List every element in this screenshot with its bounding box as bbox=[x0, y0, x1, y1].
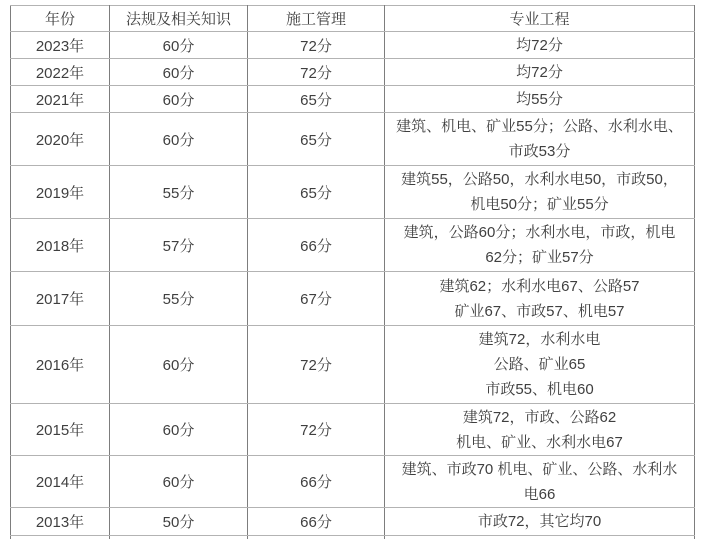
cell-professional-score bbox=[385, 272, 695, 326]
pro-line: 62分；矿业57分 bbox=[485, 249, 594, 266]
pro-line: 机电、矿业、水利水电67 bbox=[456, 433, 623, 451]
cell-year: 2022年 bbox=[11, 59, 110, 86]
cell-professional-score bbox=[385, 86, 695, 113]
table-row-2013 bbox=[11, 508, 695, 536]
header-law: 法规及相关知识 bbox=[110, 6, 248, 32]
table-row-2016 bbox=[11, 326, 695, 404]
cell-law-score: 60分 bbox=[110, 326, 248, 404]
cell-management-score: 66分 bbox=[248, 219, 385, 272]
cell-year: 2014年 bbox=[11, 456, 110, 508]
cell-management-score: 72分 bbox=[248, 326, 385, 404]
cell-year: 2016年 bbox=[11, 326, 110, 404]
pro-line: 建筑72，市政、公路62 bbox=[462, 408, 617, 426]
table-row-2015 bbox=[11, 404, 695, 456]
pro-line: 公路、矿业65 bbox=[493, 356, 586, 373]
cell-year: 2013年 bbox=[11, 508, 110, 536]
pro-line: 均72分 bbox=[516, 63, 563, 81]
cell-professional-score bbox=[385, 113, 695, 166]
cell-empty bbox=[11, 536, 110, 539]
header-management: 施工管理 bbox=[248, 6, 385, 32]
cell-professional-score bbox=[385, 32, 695, 59]
table-row-2021 bbox=[11, 86, 695, 113]
pro-line: 建筑72，水利水电 bbox=[478, 331, 601, 348]
cell-management-score: 72分 bbox=[248, 404, 385, 456]
cell-management-score: 67分 bbox=[248, 272, 385, 326]
pro-line: 均55分 bbox=[516, 90, 563, 108]
pro-line: 建筑、机电、矿业55分；公路、水利水电、 bbox=[396, 118, 683, 135]
cell-professional-score bbox=[385, 166, 695, 219]
cell-empty bbox=[110, 536, 248, 539]
pro-line: 矿业67、市政57、机电57 bbox=[454, 302, 625, 320]
cell-professional-score bbox=[385, 219, 695, 272]
cell-management-score: 66分 bbox=[248, 456, 385, 508]
pro-line: 建筑、市政70 机电、矿业、公路、水利水 bbox=[401, 460, 678, 478]
cell-professional-score bbox=[385, 508, 695, 536]
pro-line: 市政72，其它均70 bbox=[477, 513, 602, 530]
cell-year: 2015年 bbox=[11, 404, 110, 456]
table-row-2017 bbox=[11, 272, 695, 326]
table-row-clipped bbox=[11, 536, 695, 539]
cell-professional-score bbox=[385, 59, 695, 86]
cell-law-score: 60分 bbox=[110, 404, 248, 456]
cell-management-score: 72分 bbox=[248, 32, 385, 59]
cell-law-score: 60分 bbox=[110, 86, 248, 113]
pro-line: 建筑，公路60分；水利水电，市政，机电 bbox=[403, 224, 676, 241]
header-year: 年份 bbox=[11, 6, 110, 32]
cell-year: 2017年 bbox=[11, 272, 110, 326]
pro-line: 均72分 bbox=[516, 36, 563, 54]
cell-professional-score bbox=[385, 456, 695, 508]
cell-management-score: 66分 bbox=[248, 508, 385, 536]
table-row-2023 bbox=[11, 32, 695, 59]
cell-year: 2020年 bbox=[11, 113, 110, 166]
cell-year: 2023年 bbox=[11, 32, 110, 59]
score-table bbox=[10, 5, 695, 539]
cell-professional-score bbox=[385, 326, 695, 404]
table-header-row bbox=[11, 6, 695, 32]
cell-law-score: 55分 bbox=[110, 166, 248, 219]
cell-law-score: 60分 bbox=[110, 59, 248, 86]
cell-law-score: 60分 bbox=[110, 456, 248, 508]
cell-year: 2021年 bbox=[11, 86, 110, 113]
table-row-2020 bbox=[11, 113, 695, 166]
pro-line: 市政53分 bbox=[508, 143, 571, 160]
table-row-2019 bbox=[11, 166, 695, 219]
cell-management-score: 65分 bbox=[248, 86, 385, 113]
cell-law-score: 60分 bbox=[110, 32, 248, 59]
cell-law-score: 50分 bbox=[110, 508, 248, 536]
table-row-2022 bbox=[11, 59, 695, 86]
pro-line: 市政55、机电60 bbox=[485, 381, 594, 398]
pro-line: 电66 bbox=[523, 485, 556, 503]
pro-line: 建筑55，公路50，水利水电50，市政50， bbox=[401, 171, 678, 188]
table-row-2018 bbox=[11, 219, 695, 272]
cell-empty bbox=[248, 536, 385, 539]
cell-law-score: 57分 bbox=[110, 219, 248, 272]
cell-management-score: 65分 bbox=[248, 166, 385, 219]
header-professional: 专业工程 bbox=[385, 6, 695, 32]
cell-year: 2018年 bbox=[11, 219, 110, 272]
cell-professional-score bbox=[385, 404, 695, 456]
cell-law-score: 55分 bbox=[110, 272, 248, 326]
cell-management-score: 72分 bbox=[248, 59, 385, 86]
cell-law-score: 60分 bbox=[110, 113, 248, 166]
pro-line: 建筑62；水利水电67、公路57 bbox=[439, 277, 640, 295]
table-row-2014 bbox=[11, 456, 695, 508]
cell-management-score: 65分 bbox=[248, 113, 385, 166]
cell-year: 2019年 bbox=[11, 166, 110, 219]
pro-line: 机电50分；矿业55分 bbox=[470, 196, 609, 213]
cell-empty bbox=[385, 536, 695, 539]
